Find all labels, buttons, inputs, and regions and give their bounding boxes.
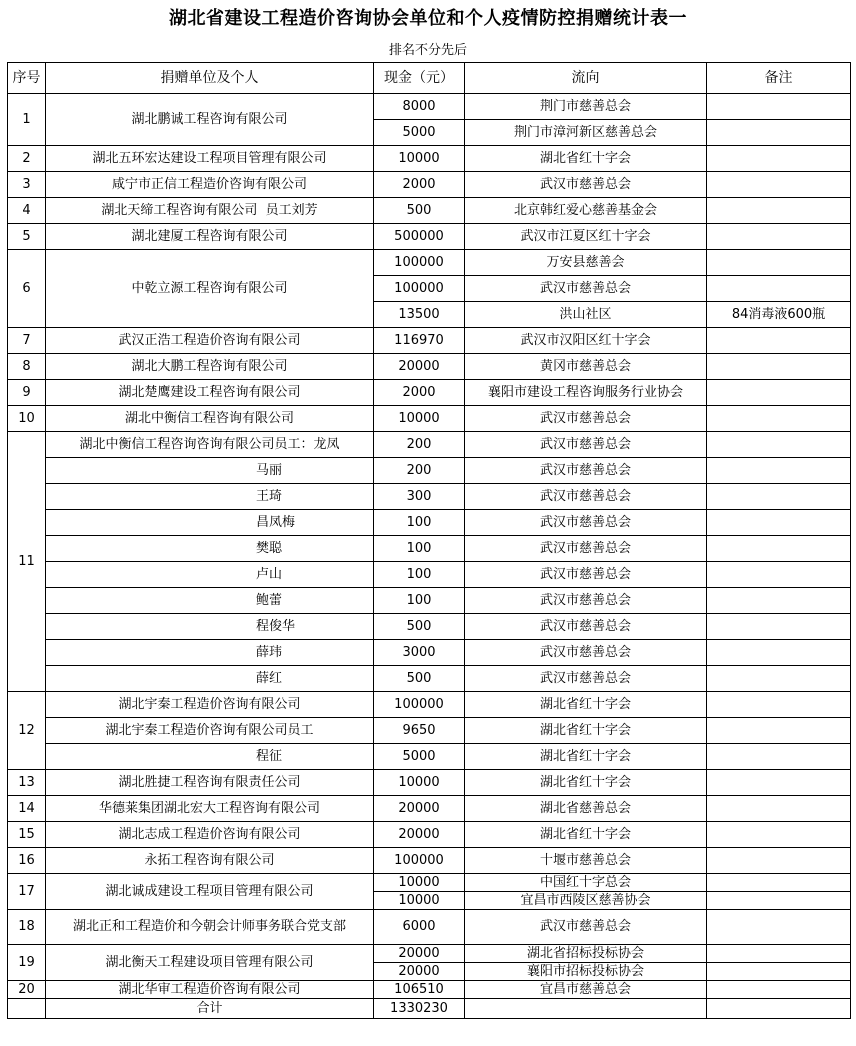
donor-name: 薛玮 <box>46 640 374 666</box>
note-cell <box>707 718 851 744</box>
amount-cell: 100000 <box>374 276 465 302</box>
total-note <box>707 999 851 1019</box>
table-row <box>8 146 851 172</box>
table-row <box>8 94 851 120</box>
donor-name: 湖北胜捷工程咨询有限责任公司 <box>46 770 374 796</box>
row-number: 20 <box>8 981 46 999</box>
total-row <box>8 999 851 1019</box>
donation-table <box>7 62 851 1019</box>
table-row <box>8 981 851 999</box>
amount-cell: 100000 <box>374 692 465 718</box>
amount-cell: 500 <box>374 614 465 640</box>
amount-cell: 100000 <box>374 250 465 276</box>
table-row <box>8 432 851 458</box>
note-cell <box>707 588 851 614</box>
destination-cell: 武汉市慈善总会 <box>465 536 707 562</box>
table-row <box>8 822 851 848</box>
table-row <box>8 510 851 536</box>
amount-cell: 10000 <box>374 892 465 910</box>
donor-name: 湖北中衡信工程咨询咨询有限公司员工：龙凤 <box>46 432 374 458</box>
destination-cell: 武汉市慈善总会 <box>465 458 707 484</box>
table-row <box>8 250 851 276</box>
table-row <box>8 874 851 892</box>
destination-cell: 荆门市慈善总会 <box>465 94 707 120</box>
table-row <box>8 588 851 614</box>
amount-cell: 100 <box>374 562 465 588</box>
page-title: 湖北省建设工程造价咨询协会单位和个人疫情防控捐赠统计表一 <box>169 8 687 29</box>
donor-name: 中乾立源工程咨询有限公司 <box>46 250 374 328</box>
destination-cell: 湖北省红十字会 <box>465 822 707 848</box>
note-cell <box>707 250 851 276</box>
amount-cell: 100 <box>374 588 465 614</box>
note-cell <box>707 510 851 536</box>
note-cell <box>707 458 851 484</box>
note-cell <box>707 692 851 718</box>
row-number: 8 <box>8 354 46 380</box>
destination-cell: 武汉市慈善总会 <box>465 614 707 640</box>
note-cell <box>707 94 851 120</box>
amount-cell: 500 <box>374 666 465 692</box>
total-label: 合计 <box>46 999 374 1019</box>
header-amount: 现金（元） <box>374 63 465 94</box>
destination-cell: 湖北省红十字会 <box>465 770 707 796</box>
note-cell <box>707 224 851 250</box>
header-no: 序号 <box>8 63 46 94</box>
note-cell <box>707 432 851 458</box>
donor-name: 王琦 <box>46 484 374 510</box>
row-number: 18 <box>8 910 46 945</box>
note-cell <box>707 172 851 198</box>
amount-cell: 2000 <box>374 172 465 198</box>
amount-cell: 106510 <box>374 981 465 999</box>
amount-cell: 10000 <box>374 770 465 796</box>
note-cell <box>707 770 851 796</box>
donor-name: 马丽 <box>46 458 374 484</box>
amount-cell: 5000 <box>374 744 465 770</box>
amount-cell: 100 <box>374 510 465 536</box>
destination-cell: 武汉市慈善总会 <box>465 406 707 432</box>
row-number: 15 <box>8 822 46 848</box>
note-cell <box>707 484 851 510</box>
note-cell <box>707 848 851 874</box>
row-number: 10 <box>8 406 46 432</box>
donor-name: 湖北建厦工程咨询有限公司 <box>46 224 374 250</box>
destination-cell: 宜昌市慈善总会 <box>465 981 707 999</box>
amount-cell: 100000 <box>374 848 465 874</box>
destination-cell: 湖北省慈善总会 <box>465 796 707 822</box>
destination-cell: 万安县慈善会 <box>465 250 707 276</box>
note-cell <box>707 562 851 588</box>
note-cell <box>707 198 851 224</box>
destination-cell: 襄阳市招标投标协会 <box>465 963 707 981</box>
row-number: 16 <box>8 848 46 874</box>
destination-cell: 武汉市慈善总会 <box>465 562 707 588</box>
destination-cell: 洪山社区 <box>465 302 707 328</box>
amount-cell: 200 <box>374 432 465 458</box>
table-header-row <box>8 63 851 94</box>
note-cell <box>707 945 851 963</box>
donor-name: 咸宁市正信工程造价咨询有限公司 <box>46 172 374 198</box>
donor-name: 湖北鹏诚工程咨询有限公司 <box>46 94 374 146</box>
row-number: 4 <box>8 198 46 224</box>
amount-cell: 500000 <box>374 224 465 250</box>
table-row <box>8 172 851 198</box>
table-row <box>8 224 851 250</box>
note-cell <box>707 328 851 354</box>
total-amount: 1330230 <box>374 999 465 1019</box>
destination-cell: 武汉市慈善总会 <box>465 276 707 302</box>
donor-name: 湖北中衡信工程咨询有限公司 <box>46 406 374 432</box>
row-number: 9 <box>8 380 46 406</box>
destination-cell: 十堰市慈善总会 <box>465 848 707 874</box>
amount-cell: 5000 <box>374 120 465 146</box>
table-row <box>8 198 851 224</box>
note-cell <box>707 146 851 172</box>
table-row <box>8 458 851 484</box>
row-number: 17 <box>8 874 46 910</box>
donor-name: 湖北宇秦工程造价咨询有限公司员工 <box>46 718 374 744</box>
destination-cell: 武汉市慈善总会 <box>465 432 707 458</box>
amount-cell: 100 <box>374 536 465 562</box>
table-row <box>8 770 851 796</box>
donor-name: 湖北大鹏工程咨询有限公司 <box>46 354 374 380</box>
destination-cell: 荆门市漳河新区慈善总会 <box>465 120 707 146</box>
destination-cell: 湖北省红十字会 <box>465 718 707 744</box>
destination-cell: 湖北省红十字会 <box>465 692 707 718</box>
row-number: 13 <box>8 770 46 796</box>
amount-cell: 10000 <box>374 146 465 172</box>
table-row <box>8 692 851 718</box>
table-row <box>8 536 851 562</box>
amount-cell: 13500 <box>374 302 465 328</box>
destination-cell: 襄阳市建设工程咨询服务行业协会 <box>465 380 707 406</box>
destination-cell: 武汉市慈善总会 <box>465 910 707 945</box>
donor-name: 卢山 <box>46 562 374 588</box>
donor-name: 湖北宇秦工程造价咨询有限公司 <box>46 692 374 718</box>
donor-name: 昌凤梅 <box>46 510 374 536</box>
destination-cell: 武汉市慈善总会 <box>465 484 707 510</box>
table-row <box>8 484 851 510</box>
destination-cell: 黄冈市慈善总会 <box>465 354 707 380</box>
table-row <box>8 910 851 945</box>
header-note: 备注 <box>707 63 851 94</box>
donor-name: 湖北正和工程造价和今朝会计师事务联合党支部 <box>46 910 374 945</box>
table-row <box>8 718 851 744</box>
note-cell <box>707 406 851 432</box>
row-number: 2 <box>8 146 46 172</box>
destination-cell: 武汉市慈善总会 <box>465 666 707 692</box>
table-row <box>8 744 851 770</box>
donor-name: 樊聪 <box>46 536 374 562</box>
row-number: 3 <box>8 172 46 198</box>
amount-cell: 20000 <box>374 945 465 963</box>
table-row <box>8 848 851 874</box>
amount-cell: 300 <box>374 484 465 510</box>
row-number: 19 <box>8 945 46 981</box>
amount-cell: 116970 <box>374 328 465 354</box>
donor-name: 永拓工程咨询有限公司 <box>46 848 374 874</box>
amount-cell: 10000 <box>374 874 465 892</box>
donor-name: 湖北诚成建设工程项目管理有限公司 <box>46 874 374 910</box>
note-cell <box>707 536 851 562</box>
row-number: 14 <box>8 796 46 822</box>
donor-name: 湖北衡天工程建设项目管理有限公司 <box>46 945 374 981</box>
row-number: 1 <box>8 94 46 146</box>
destination-cell: 武汉市慈善总会 <box>465 510 707 536</box>
destination-cell: 湖北省招标投标协会 <box>465 945 707 963</box>
destination-cell: 中国红十字总会 <box>465 874 707 892</box>
table-row <box>8 640 851 666</box>
donor-name: 湖北五环宏达建设工程项目管理有限公司 <box>46 146 374 172</box>
row-number: 7 <box>8 328 46 354</box>
destination-cell: 武汉市汉阳区红十字会 <box>465 328 707 354</box>
note-cell <box>707 276 851 302</box>
destination-cell: 武汉市江夏区红十字会 <box>465 224 707 250</box>
row-number: 12 <box>8 692 46 770</box>
destination-cell: 湖北省红十字会 <box>465 146 707 172</box>
donor-name: 湖北楚鹰建设工程咨询有限公司 <box>46 380 374 406</box>
header-destination: 流向 <box>465 63 707 94</box>
table-row <box>8 562 851 588</box>
amount-cell: 20000 <box>374 354 465 380</box>
row-number: 5 <box>8 224 46 250</box>
note-cell <box>707 822 851 848</box>
note-cell <box>707 892 851 910</box>
amount-cell: 2000 <box>374 380 465 406</box>
destination-cell: 北京韩红爱心慈善基金会 <box>465 198 707 224</box>
destination-cell: 湖北省红十字会 <box>465 744 707 770</box>
donor-name: 薛红 <box>46 666 374 692</box>
note-cell <box>707 120 851 146</box>
amount-cell: 10000 <box>374 406 465 432</box>
note-cell <box>707 380 851 406</box>
amount-cell: 500 <box>374 198 465 224</box>
donor-name: 湖北华审工程造价咨询有限公司 <box>46 981 374 999</box>
note-cell <box>707 796 851 822</box>
donor-name: 武汉正浩工程造价咨询有限公司 <box>46 328 374 354</box>
table-row <box>8 406 851 432</box>
note-cell <box>707 744 851 770</box>
note-cell <box>707 666 851 692</box>
donor-name: 湖北志成工程造价咨询有限公司 <box>46 822 374 848</box>
destination-cell: 武汉市慈善总会 <box>465 588 707 614</box>
donor-name: 鲍蕾 <box>46 588 374 614</box>
destination-cell: 武汉市慈善总会 <box>465 640 707 666</box>
note-cell <box>707 963 851 981</box>
destination-cell: 武汉市慈善总会 <box>465 172 707 198</box>
note-cell <box>707 981 851 999</box>
note-cell <box>707 354 851 380</box>
amount-cell: 8000 <box>374 94 465 120</box>
table-row <box>8 945 851 963</box>
note-cell: 84消毒液600瓶 <box>707 302 851 328</box>
amount-cell: 6000 <box>374 910 465 945</box>
table-row <box>8 380 851 406</box>
note-cell <box>707 910 851 945</box>
amount-cell: 20000 <box>374 963 465 981</box>
table-row <box>8 328 851 354</box>
note-cell <box>707 614 851 640</box>
table-row <box>8 666 851 692</box>
page-subtitle: 排名不分先后 <box>388 43 467 58</box>
note-cell <box>707 874 851 892</box>
table-row <box>8 796 851 822</box>
header-donor: 捐赠单位及个人 <box>46 63 374 94</box>
donor-name: 华德莱集团湖北宏大工程咨询有限公司 <box>46 796 374 822</box>
amount-cell: 3000 <box>374 640 465 666</box>
amount-cell: 20000 <box>374 796 465 822</box>
donor-name: 程征 <box>46 744 374 770</box>
note-cell <box>707 640 851 666</box>
table-row <box>8 614 851 640</box>
amount-cell: 9650 <box>374 718 465 744</box>
table-row <box>8 354 851 380</box>
donor-name: 湖北天缔工程咨询有限公司 员工刘芳 <box>46 198 374 224</box>
donor-name: 程俊华 <box>46 614 374 640</box>
total-destination <box>465 999 707 1019</box>
destination-cell: 宜昌市西陵区慈善协会 <box>465 892 707 910</box>
total-number <box>8 999 46 1019</box>
amount-cell: 200 <box>374 458 465 484</box>
amount-cell: 20000 <box>374 822 465 848</box>
row-number: 6 <box>8 250 46 328</box>
row-number: 11 <box>8 432 46 692</box>
